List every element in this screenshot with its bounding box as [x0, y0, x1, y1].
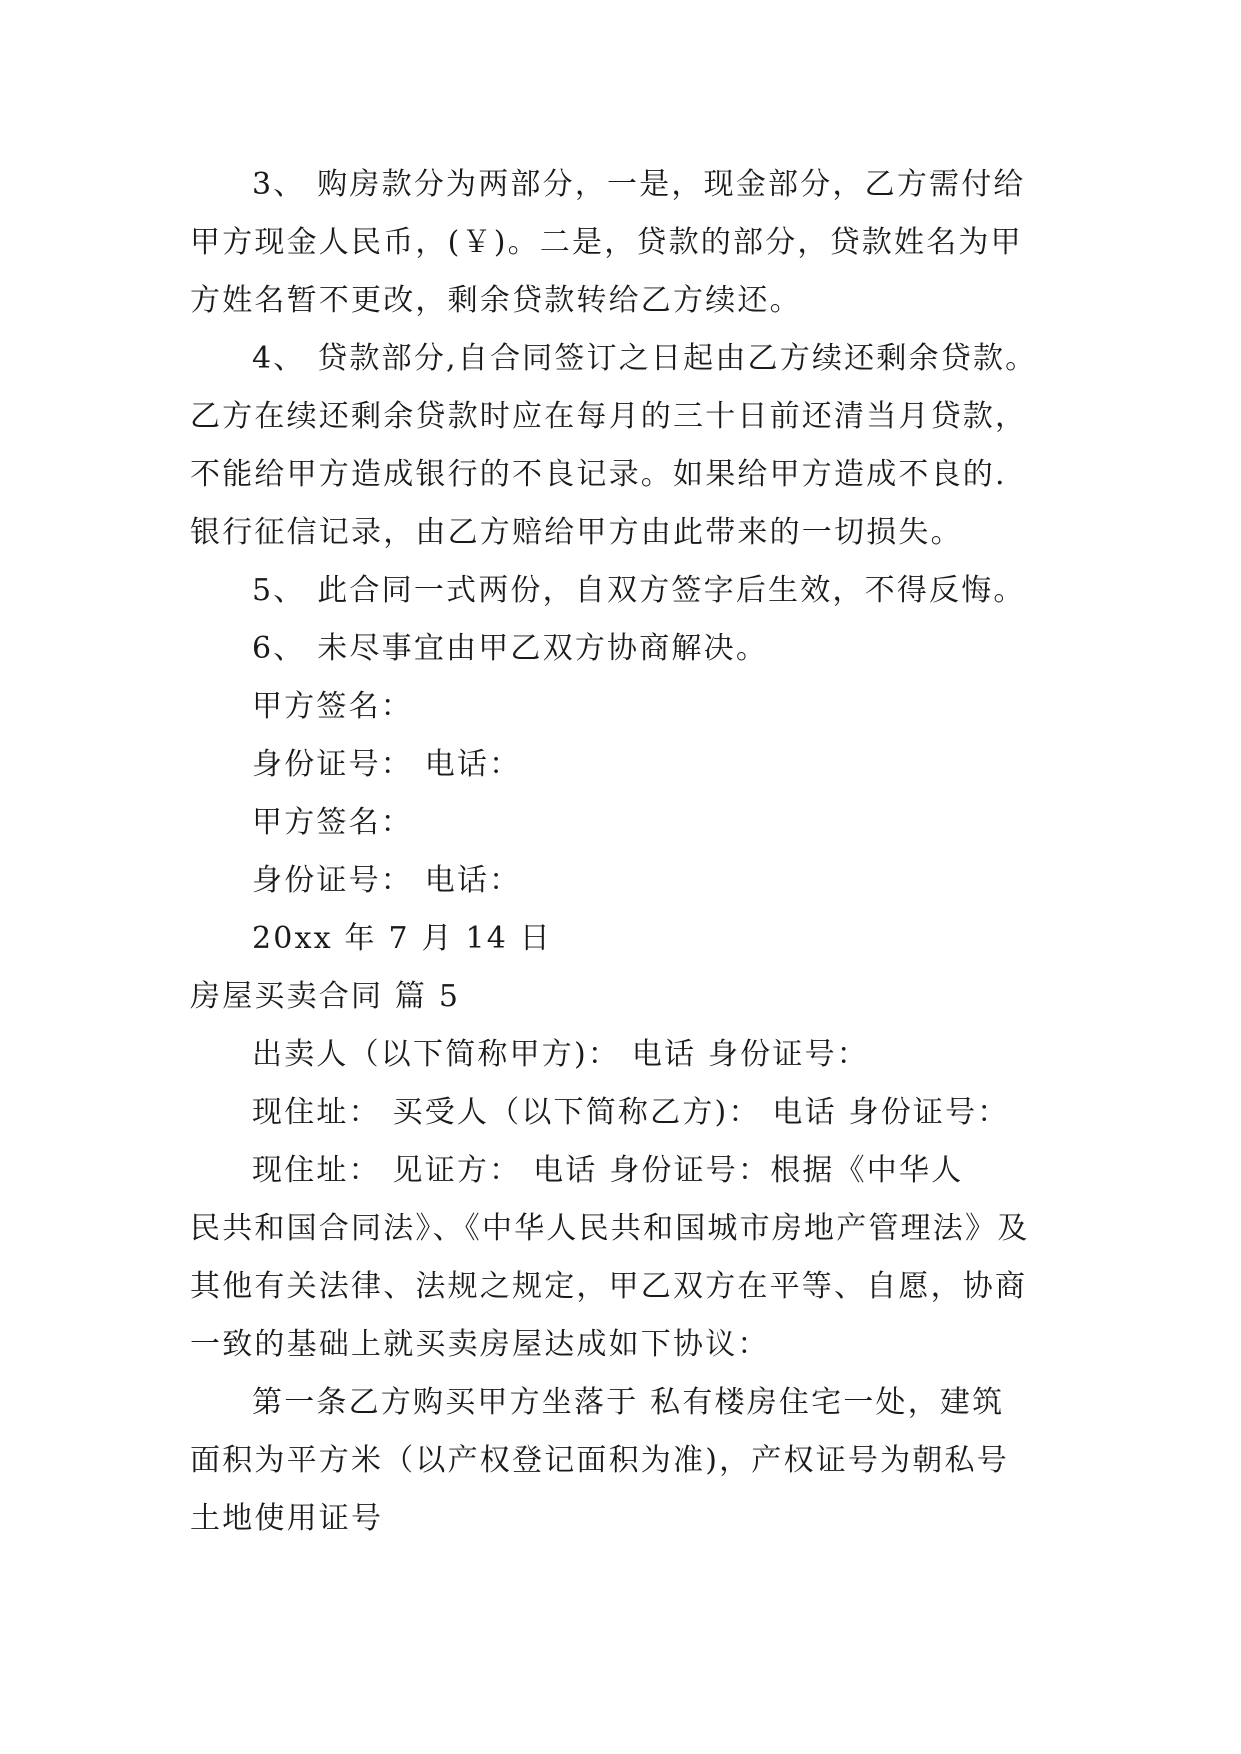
- paragraph-line: 土地使用证号: [190, 1501, 384, 1536]
- paragraph-line: 不能给甲方造成银行的不良记录。如果给甲方造成不良的.: [190, 457, 1007, 492]
- signature-label: 甲方签名：: [252, 689, 413, 724]
- signature-label: 甲方签名：: [252, 805, 413, 840]
- paragraph-line: 现住址： 买受人（以下简称乙方)： 电话 身份证号：: [252, 1095, 1010, 1130]
- paragraph-line: 4、 贷款部分,自合同签订之日起由乙方续还剩余贷款。: [252, 341, 1038, 376]
- paragraph-line: 银行征信记录，由乙方赔给甲方由此带来的一切损失。: [190, 515, 963, 550]
- paragraph-line: 乙方在续还剩余贷款时应在每月的三十日前还清当月贷款，: [190, 399, 1028, 434]
- paragraph-line: 6、 未尽事宜由甲乙双方协商解决。: [252, 631, 769, 666]
- paragraph-line: 民共和国合同法》、《中华人民共和国城市房地产管理法》及: [190, 1211, 1030, 1246]
- paragraph-line: 5、 此合同一式两份，自双方签字后生效，不得反悔。: [252, 573, 1026, 608]
- paragraph-line: 现住址： 见证方： 电话 身份证号：根据《中华人: [252, 1153, 964, 1188]
- section-heading: 房屋买卖合同 篇 5: [190, 979, 461, 1014]
- contract-date: 20xx 年 7 月 14 日: [252, 921, 552, 956]
- paragraph-line: 出卖人（以下简称甲方)： 电话 身份证号：: [252, 1037, 869, 1072]
- paragraph-line: 甲方现金人民币，(￥)。二是，贷款的部分，贷款姓名为甲: [190, 225, 1023, 260]
- paragraph-line: 面积为平方米（以产权登记面积为准)，产权证号为朝私号: [190, 1443, 1009, 1478]
- id-phone-label: 身份证号： 电话：: [252, 863, 522, 898]
- paragraph-line: 其他有关法律、法规之规定，甲乙双方在平等、自愿，协商: [190, 1269, 1028, 1304]
- paragraph-line: 第一条乙方购买甲方坐落于 私有楼房住宅一处，建筑: [252, 1385, 1005, 1420]
- paragraph-line: 方姓名暂不更改，剩余贷款转给乙方续还。: [190, 283, 802, 318]
- paragraph-line: 一致的基础上就买卖房屋达成如下协议：: [190, 1327, 770, 1362]
- paragraph-line: 3、 购房款分为两部分，一是，现金部分，乙方需付给: [252, 167, 1026, 202]
- id-phone-label: 身份证号： 电话：: [252, 747, 522, 782]
